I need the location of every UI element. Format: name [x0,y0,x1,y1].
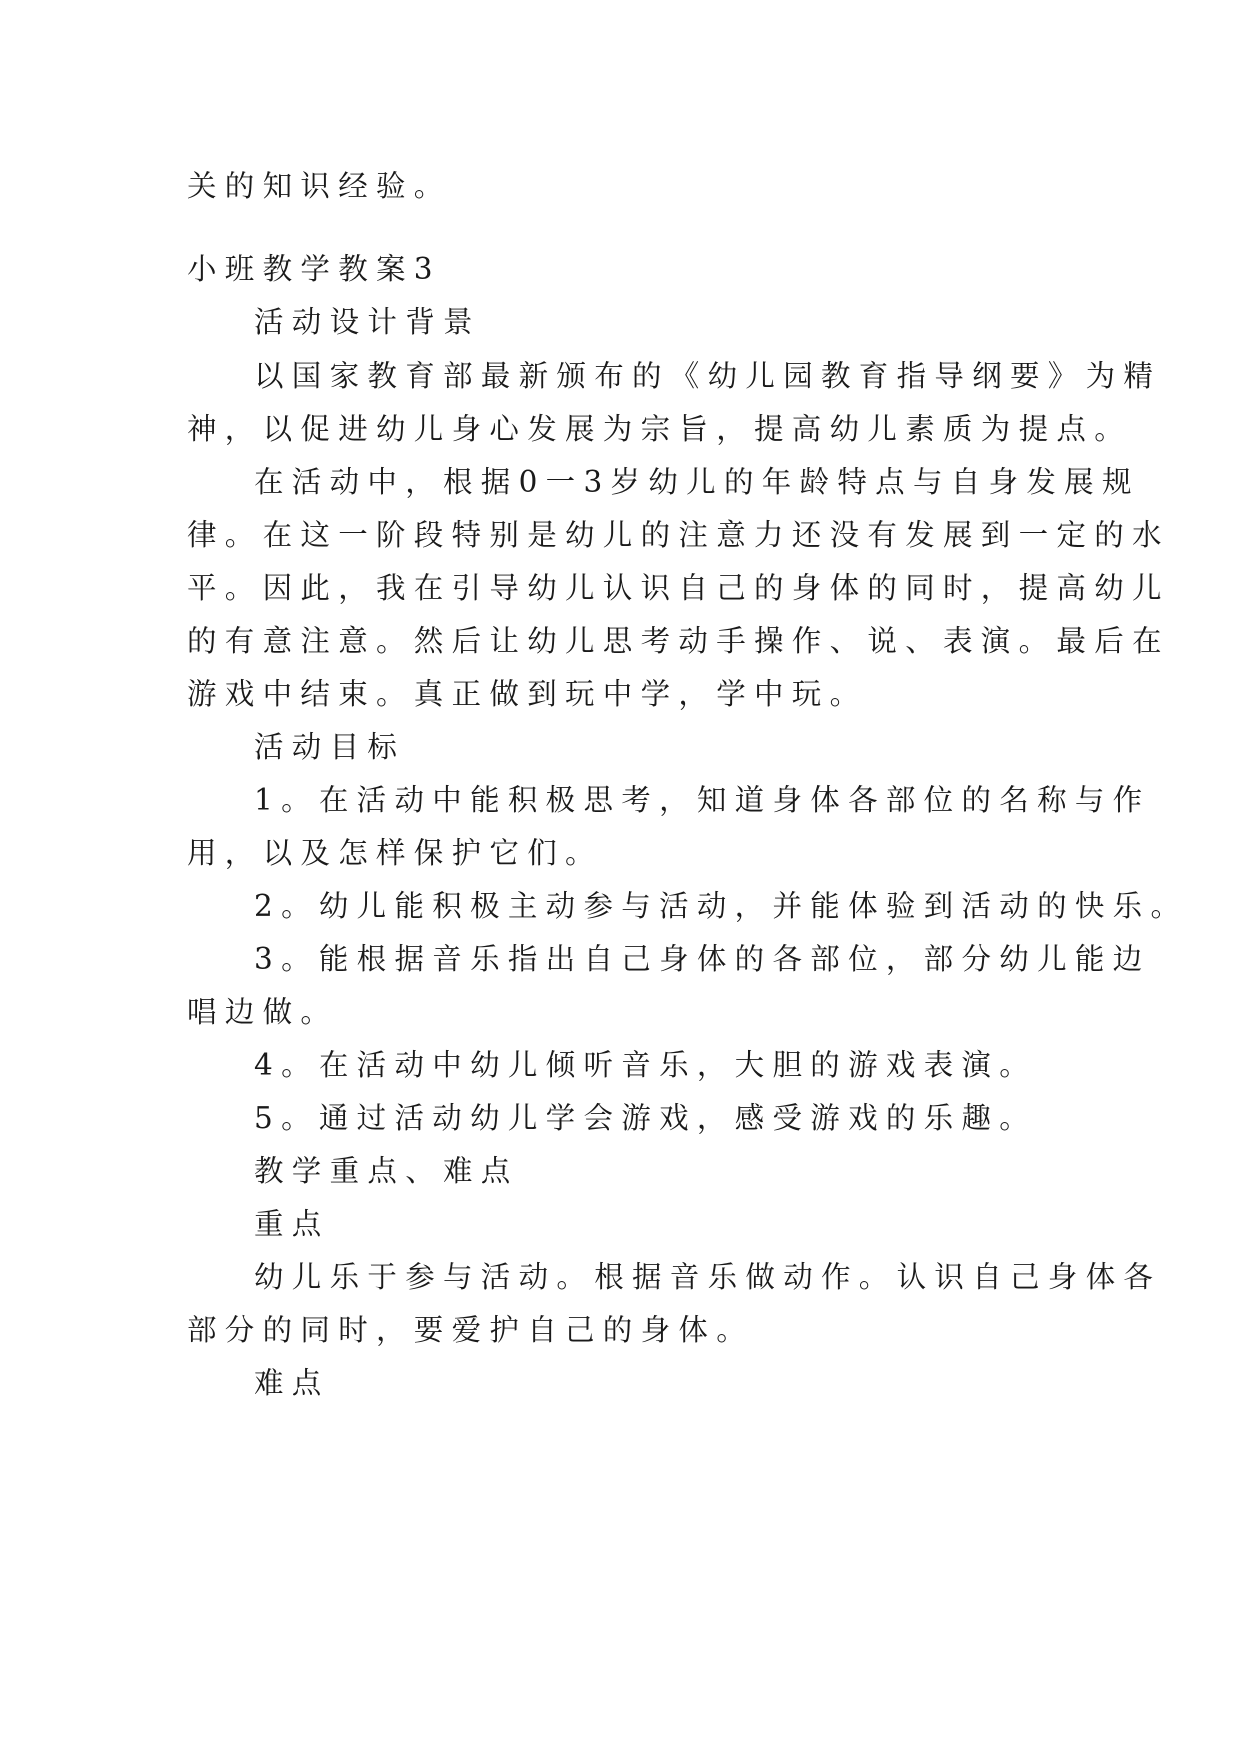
goal-item: 2。幼儿能积极主动参与活动，并能体验到活动的快乐。 [254,889,1189,923]
paragraph-line: 游戏中结束。真正做到玩中学，学中玩。 [187,677,868,711]
goal-item-continuation: 用，以及怎样保护它们。 [187,836,603,870]
paragraph-line: 在活动中，根据0一3岁幼儿的年龄特点与自身发展规 [254,465,1140,499]
goal-item: 4。在活动中幼儿倾听音乐，大胆的游戏表演。 [254,1048,1038,1082]
paragraph-line: 律。在这一阶段特别是幼儿的注意力还没有发展到一定的水 [187,518,1170,552]
subheading-key-points: 重点 [254,1207,330,1241]
subheading-difficult-points: 难点 [254,1366,330,1400]
paragraph-line: 的有意注意。然后让幼儿思考动手操作、说、表演。最后在 [187,624,1170,658]
paragraph-line: 关的知识经验。 [187,169,452,203]
subheading-activity-goals: 活动目标 [254,730,406,764]
paragraph-line: 神，以促进幼儿身心发展为宗旨，提高幼儿素质为提点。 [187,412,1133,446]
goal-item: 3。能根据音乐指出自己身体的各部位，部分幼儿能边 [254,942,1151,976]
subheading-key-difficult-points: 教学重点、难点 [254,1154,519,1188]
paragraph-line: 以国家教育部最新颁布的《幼儿园教育指导纲要》为精 [254,359,1162,393]
paragraph-line: 平。因此，我在引导幼儿认识自己的身体的同时，提高幼儿 [187,571,1170,605]
paragraph-line: 幼儿乐于参与活动。根据音乐做动作。认识自己身体各 [254,1260,1162,1294]
goal-item: 5。通过活动幼儿学会游戏，感受游戏的乐趣。 [254,1101,1038,1135]
paragraph-line: 部分的同时，要爱护自己的身体。 [187,1313,755,1347]
goal-item: 1。在活动中能积极思考，知道身体各部位的名称与作 [254,783,1151,817]
goal-item-continuation: 唱边做。 [187,995,339,1029]
section-heading: 小班教学教案3 [187,252,441,286]
subheading-activity-background: 活动设计背景 [254,305,481,339]
